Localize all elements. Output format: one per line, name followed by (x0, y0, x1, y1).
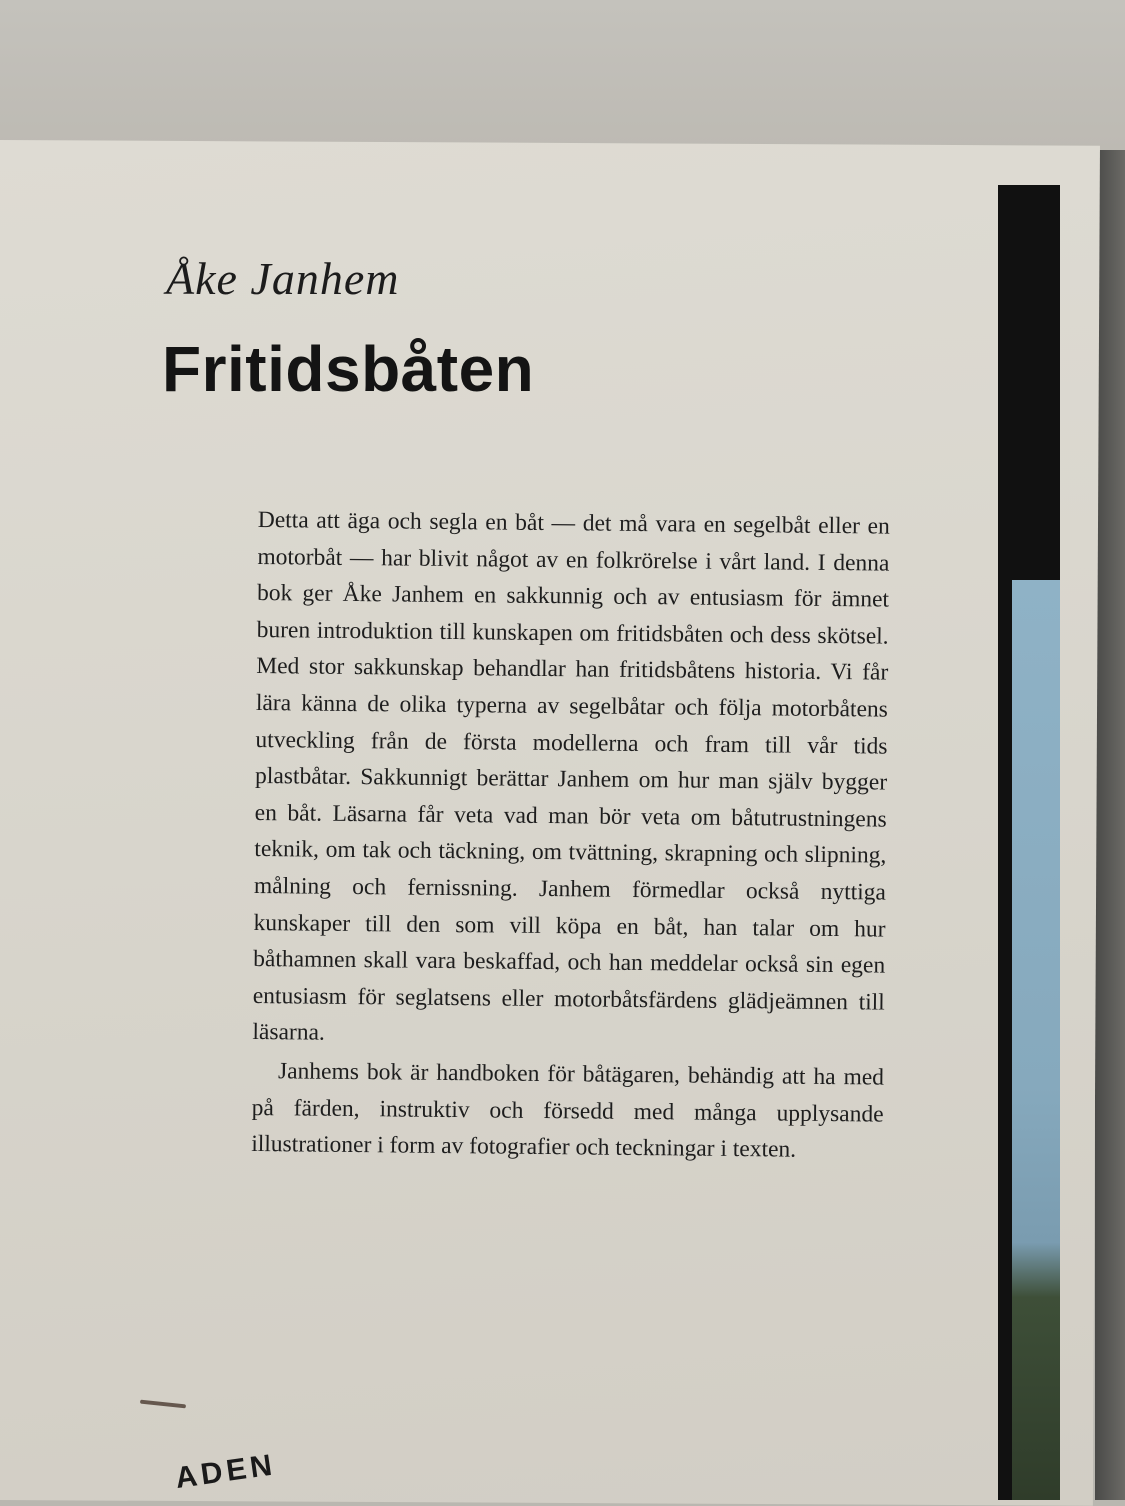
blurb-paragraph-1: Detta att äga och segla en båt — det må vara en segelbåt eller en motorbåt — har blivit något av en folkrörelse i vårt land. I denna bok ger Åke Janhem en sakkunnig och av entusiasm för ämnet buren introduktion till kunskapen om fritidsbåten och dess skötsel. Med stor sakkunskap behandlar han fritidsbåtens historia. Vi får lära känna de olika typerna av segelbåtar och följa motorbåtens utveckling från de första modellerna och fram till vår tids plastbåtar. Sakkunnigt berättar Janhem om hur man själv bygger en båt. Läsarna får veta vad man bör veta om båtutrustningens teknik, om tak och täckning, om tvättning, skrapning och slipning, målning och fernissning. Janhem förmedlar också nyttiga kunskaper till den som vill köpa en båt, han talar om hur båthamnen skall vara beskaffad, och han meddelar också sin egen entusiasm för seglatsens eller motorbåtsfärdens glädjeämnen till läsarna. (252, 506, 890, 1047)
author-name: Åke Janhem (166, 253, 400, 304)
book-title: Fritidsbåten (162, 333, 535, 405)
background-wall (0, 0, 1125, 150)
blurb-text (251, 502, 890, 1169)
cover-photo-edge (1012, 580, 1060, 1500)
blurb-paragraph-2: Janhems bok är handboken för båtägaren, behändig att ha med på färden, instruktiv och försedd med många upplysande illustrationer i form av fotografier och teckningar i texten. (251, 1058, 885, 1163)
publisher-logo-fragment: ADEN (173, 1448, 278, 1496)
background-edge (1095, 150, 1125, 1500)
